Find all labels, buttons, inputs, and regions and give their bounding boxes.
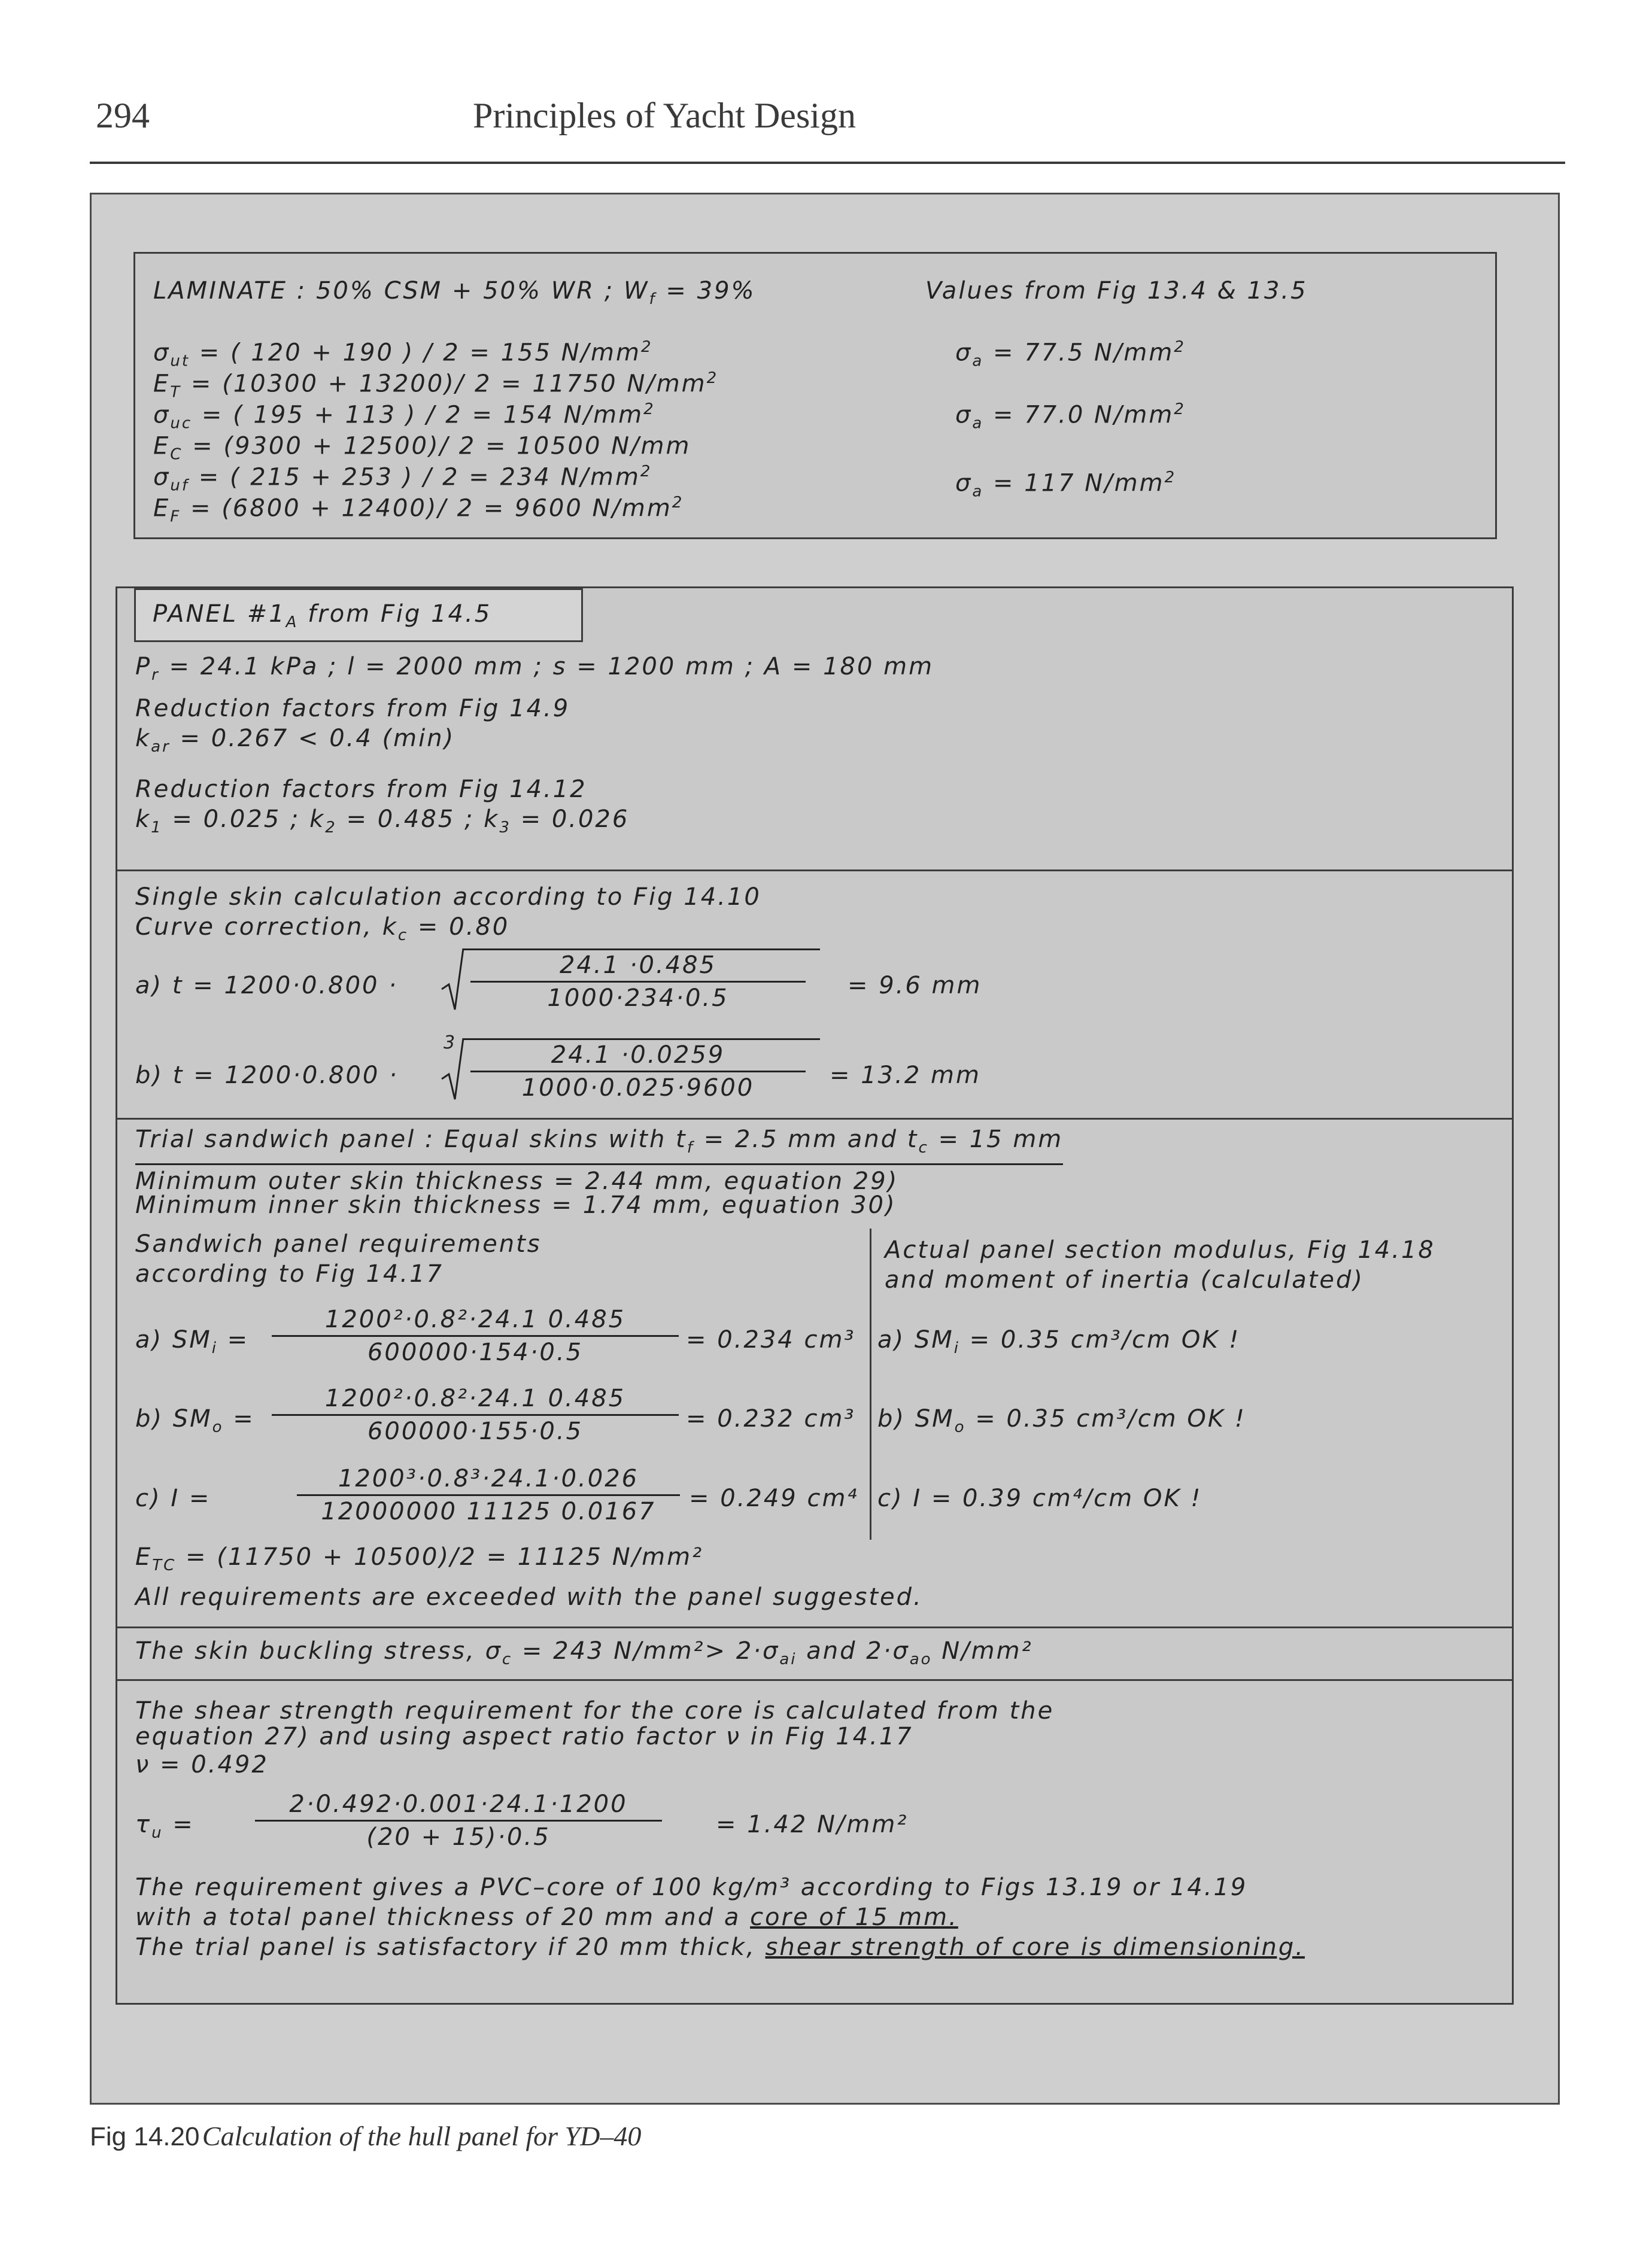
laminate-row-allowable: $\sigma_a = 77.5$ $N/mm^2$ — [955, 338, 1186, 370]
act-b-line: b) $SM_o = 0.35$ cm³/cm OK ! — [877, 1405, 1246, 1436]
laminate-row: $\sigma_{uf}$ = ( 215 + 253 ) / 2 = 234 $N/mm^2$ — [153, 463, 652, 495]
header-rule — [90, 162, 1565, 164]
divider-single-skin — [117, 869, 1512, 871]
calc-box — [116, 586, 1514, 2005]
single-skin-b-den: 1000·0.025·9600 — [521, 1074, 755, 1102]
req-a-fraction — [272, 1304, 679, 1368]
laminate-row-allowable: $\sigma_a = 77.0$ $N/mm^2$ — [955, 400, 1186, 433]
laminate-title: LAMINATE : 50% CSM + 50% WR ; $W_f = 39\%$ — [153, 277, 756, 308]
panel-params: $P_r = 24.1$ kPa ; l = 2000 mm ; s = 1200 mm ; A = 180 mm — [135, 653, 934, 684]
single-skin-b-num: 24.1 ·0.0259 — [470, 1039, 806, 1072]
req-a-num: 1200²·0.8²·24.1 0.485 — [272, 1304, 679, 1337]
req-b-result: = 0.232 cm³ — [686, 1405, 856, 1433]
act-a-line: a) $SM_i = 0.35$ cm³/cm OK ! — [877, 1326, 1241, 1357]
req-c-den: 12000000 11125 0.0167 — [321, 1498, 656, 1525]
req-b-lhs: b) $SM_o$ = — [135, 1405, 255, 1436]
shear-line-2: equation 27) and using aspect ratio factor ν in Fig 14.17 — [135, 1723, 913, 1750]
divider-shear — [117, 1679, 1512, 1681]
req-c-lhs: c) I = — [135, 1485, 211, 1512]
shear-line-3: ν = 0.492 — [135, 1751, 269, 1778]
act-c-line: c) I = 0.39 cm⁴/cm OK ! — [877, 1485, 1202, 1512]
sqrt-sign-b — [441, 1037, 464, 1103]
single-skin-b-fraction — [470, 1039, 806, 1103]
req-b-den: 600000·155·0.5 — [367, 1418, 584, 1445]
requirement-line-1: The requirement gives a PVC–core of 100 kg/m³ according to Figs 13.19 or 14.19 — [135, 1874, 1248, 1901]
column-divider — [870, 1229, 871, 1540]
laminate-row: $E_T = (10300 + 13200)/$ 2 = 11750 $N/mm^2$ — [153, 369, 719, 402]
figure-caption — [90, 2120, 641, 2152]
page-number: 294 — [96, 96, 150, 135]
single-skin-title: Single skin calculation according to Fig 14.10 — [135, 883, 761, 911]
tau-num: 2·0.492·0.001·24.1·1200 — [255, 1789, 662, 1822]
single-skin-b-lhs: b) t = 1200·0.800 · — [135, 1062, 399, 1089]
req-c-result: = 0.249 cm⁴ — [689, 1485, 859, 1512]
actual-title-1: Actual panel section modulus, Fig 14.18 — [885, 1236, 1435, 1264]
min-inner-skin: Minimum inner skin thickness = 1.74 mm, equation 30) — [135, 1191, 897, 1219]
requirements-title-1: Sandwich panel requirements — [135, 1230, 542, 1258]
tau-fraction — [255, 1789, 662, 1853]
min-outer-skin: Minimum outer skin thickness = 2.44 mm, equation 29) — [135, 1168, 899, 1195]
req-c-fraction — [297, 1463, 680, 1527]
running-title: Principles of Yacht Design — [473, 96, 856, 135]
caption-text: Calculation of the hull panel for YD–40 — [202, 2121, 642, 2151]
figure-panel — [90, 193, 1560, 2105]
laminate-row: $E_F = (6800 + 12400)/$ 2 = 9600 $N/mm^2$ — [153, 494, 684, 526]
buckling-line: The skin buckling stress, $\sigma_c = 243$ $N/mm^2> 2\cdot\sigma_{ai}$ and $2\cdot\sigma_{ao}$ N/mm² — [135, 1637, 1033, 1668]
curve-correction: Curve correction, $k_c = 0.80$ — [135, 913, 510, 944]
single-skin-b-result: = 13.2 mm — [830, 1062, 981, 1089]
req-b-num: 1200²·0.8²·24.1 0.485 — [272, 1383, 679, 1416]
reduction-title-1: Reduction factors from Fig 14.9 — [135, 695, 570, 722]
req-a-result: = 0.234 cm³ — [686, 1326, 856, 1354]
laminate-box — [133, 252, 1497, 539]
kar-line: $k_{ar} = 0.267 < 0.4$ (min) — [135, 725, 455, 756]
divider-sandwich — [117, 1118, 1512, 1120]
laminate-row-allowable: $\sigma_a = 117$ $N/mm^2$ — [955, 469, 1177, 501]
trial-sandwich-line: Trial sandwich panel : Equal skins with $t_f = 2.5$ mm and $t_c = 15$ mm — [135, 1124, 1063, 1165]
req-a-lhs: a) $SM_i$ = — [135, 1326, 250, 1357]
reduction-title-2: Reduction factors from Fig 14.12 — [135, 776, 587, 803]
caption-label: Fig 14.20 — [90, 2122, 200, 2151]
req-c-num: 1200³·0.8³·24.1·0.026 — [297, 1463, 680, 1496]
requirements-title-2: according to Fig 14.17 — [135, 1260, 444, 1288]
divider-buckling — [117, 1626, 1512, 1628]
values-title: Values from Fig 13.4 & 13.5 — [925, 277, 1308, 305]
shear-line-1: The shear strength requirement for the core is calculated from the — [135, 1697, 1055, 1725]
etc-line: $E_{TC} = (11750 + 10500)/2 = 11125$ N/mm² — [135, 1543, 704, 1574]
req-a-den: 600000·154·0.5 — [367, 1339, 584, 1366]
tau-lhs: $\tau_u$ = — [135, 1811, 195, 1842]
single-skin-a-num: 24.1 ·0.485 — [470, 950, 806, 983]
single-skin-a-lhs: a) t = 1200·0.800 · — [135, 972, 398, 999]
panel-label: PANEL $\#1_A$ from Fig 14.5 — [153, 600, 492, 631]
sqrt-sign-a — [441, 947, 464, 1013]
laminate-row: $E_C = (9300 + 12500)/$ 2 = 10500 N/mm — [153, 432, 691, 464]
req-b-fraction — [272, 1383, 679, 1447]
k-factors-line: $k_1 = 0.025$ ; $k_2 = 0.485$ ; $k_3 = 0.026$ — [135, 805, 630, 837]
single-skin-a-fraction — [470, 950, 806, 1014]
tau-result: = 1.42 N/mm² — [716, 1811, 909, 1838]
actual-title-2: and moment of inertia (calculated) — [885, 1266, 1365, 1294]
tau-den: (20 + 15)·0.5 — [366, 1823, 551, 1851]
panel-label-box — [134, 588, 583, 642]
laminate-row: $\sigma_{ut}$ = ( 120 + 190 ) / 2 = 155 $N/mm^2$ — [153, 338, 653, 370]
single-skin-a-result: = 9.6 mm — [848, 972, 982, 999]
single-skin-a-den: 1000·234·0.5 — [547, 984, 729, 1012]
requirement-line-2: with a total panel thickness of 20 mm and a core of 15 mm. — [135, 1904, 958, 1931]
laminate-row: $\sigma_{uc}$ = ( 195 + 113 ) / 2 = 154 $N/mm^2$ — [153, 400, 655, 433]
requirement-line-3: The trial panel is satisfactory if 20 mm thick, shear strength of core is dimensioning. — [135, 1933, 1305, 1961]
cube-root-index: 3 — [444, 1032, 457, 1053]
all-requirements: All requirements are exceeded with the panel suggested. — [135, 1583, 923, 1611]
